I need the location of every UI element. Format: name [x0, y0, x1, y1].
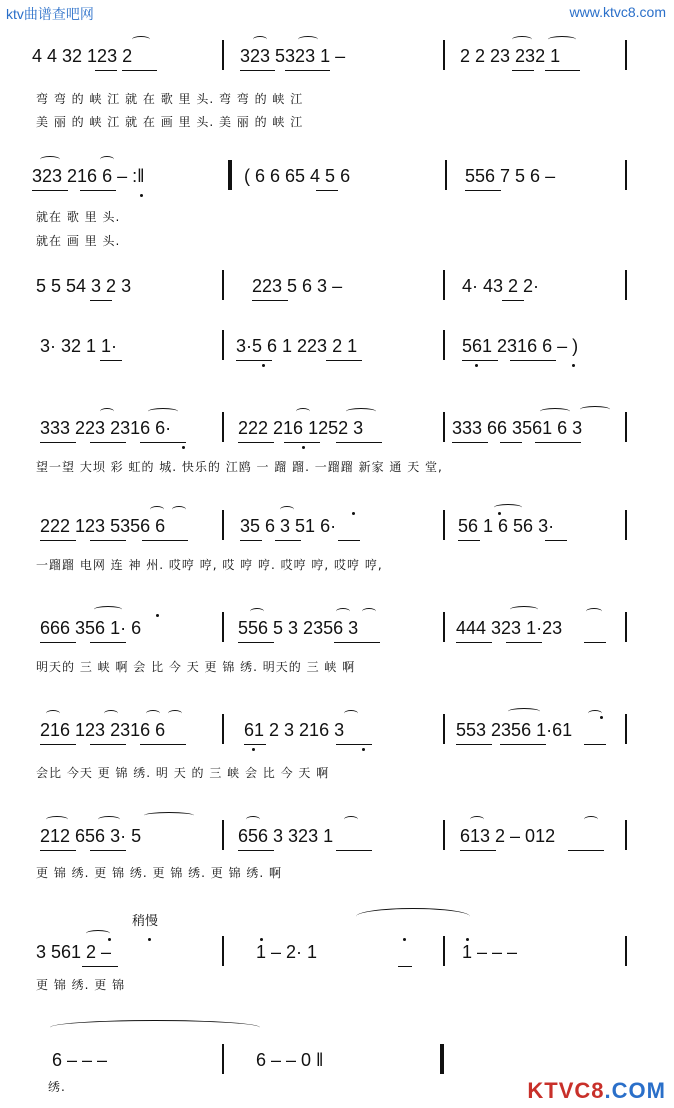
measure-2: 656 3 323 1: [238, 826, 334, 846]
high-octave-dot: [498, 512, 501, 515]
tie: [50, 1020, 260, 1035]
measure-3: 1 – – –: [462, 942, 518, 962]
slur: [146, 710, 160, 717]
underline: [456, 642, 492, 643]
slur: [168, 710, 182, 717]
system-11-notes: [0, 1044, 674, 1070]
barline: [222, 936, 224, 966]
barline: [625, 714, 627, 744]
measure-2: 6 – – 0 ‖: [256, 1050, 324, 1070]
measure-2: ( 6 6 65 4 5 6: [244, 166, 351, 186]
underline: [334, 642, 380, 643]
underline: [90, 642, 126, 643]
measure-1: 216 123 2316 6: [40, 720, 166, 740]
underline: [452, 442, 488, 443]
measure-1: 3· 32 1 1·: [40, 336, 118, 356]
slur: [362, 608, 376, 615]
underline: [90, 300, 112, 301]
lyric-line-2: 美 丽 的 峡 江 就 在 画 里 头. 美 丽 的 峡 江: [36, 115, 304, 129]
slur: [253, 36, 267, 43]
high-octave-dot: [156, 614, 159, 617]
barline: [222, 820, 224, 850]
slur: [86, 930, 110, 937]
slur: [344, 816, 358, 823]
lyric-line-1: 望一望 大坝 彩 虹的 城. 快乐的 江鸥 一 蹓 蹓. 一蹓蹓 新家 通 天 堂,: [36, 460, 443, 474]
slur: [94, 606, 122, 613]
slur: [296, 408, 310, 415]
slur: [148, 408, 178, 415]
measure-3: 613 2 – 012: [460, 826, 556, 846]
measure-1: 666 356 1· 6: [40, 618, 142, 638]
underline: [338, 540, 360, 541]
barline: [625, 510, 627, 540]
barline: [625, 160, 627, 190]
underline: [336, 744, 372, 745]
underline: [584, 744, 606, 745]
measure-2: 223 5 6 3 –: [252, 276, 343, 296]
measure-1: 5 5 54 3 2 3: [36, 276, 132, 296]
measure-1: 6 – – –: [52, 1050, 108, 1070]
high-octave-dot: [352, 512, 355, 515]
barline: [222, 330, 224, 360]
underline: [502, 300, 524, 301]
measure-1: 323 216 6 – :‖: [32, 166, 145, 186]
underline: [80, 190, 116, 191]
lyric-line-1: 一蹓蹓 电网 连 神 州. 哎哼 哼, 哎 哼 哼. 哎哼 哼, 哎哼 哼,: [36, 558, 383, 572]
underline: [40, 850, 76, 851]
watermark-top-right: www.ktvc8.com: [569, 4, 666, 20]
measure-2: 222 216 1252 3: [238, 418, 364, 438]
low-octave-dot: [140, 194, 143, 197]
barline: [222, 714, 224, 744]
underline: [285, 70, 330, 71]
underline: [326, 360, 362, 361]
measure-3: 444 323 1·23: [456, 618, 563, 638]
high-octave-dot: [600, 716, 603, 719]
measure-3: 2 2 23 232 1: [460, 46, 561, 66]
barline: [443, 40, 445, 70]
watermark-top-left: ktv曲谱查吧网: [6, 6, 94, 22]
underline: [238, 442, 274, 443]
system-1-notes: [0, 40, 674, 66]
underline: [316, 190, 338, 191]
underline: [456, 744, 492, 745]
underline: [584, 642, 606, 643]
underline: [465, 190, 501, 191]
tie: [356, 908, 470, 925]
underline: [90, 744, 126, 745]
underline: [140, 442, 186, 443]
watermark-logo-text: KTVC8: [527, 1078, 605, 1103]
slur: [46, 710, 60, 717]
underline: [458, 540, 480, 541]
underline: [240, 70, 275, 71]
barline: [443, 612, 445, 642]
slur: [580, 406, 610, 413]
slur: [46, 816, 68, 823]
measure-3: 333 66 3561 6 3: [452, 418, 583, 438]
measure-2: 61 2 3 216 3: [244, 720, 345, 740]
underline: [236, 360, 272, 361]
high-octave-dot: [403, 938, 406, 941]
underline: [510, 360, 556, 361]
lyric-line-1: 就在 歌 里 头.: [36, 210, 121, 224]
underline: [40, 442, 76, 443]
measure-3: 561 2316 6 – ): [462, 336, 579, 356]
low-octave-dot: [302, 446, 305, 449]
high-octave-dot: [466, 938, 469, 941]
measure-2: 3·5 6 1 223 2 1: [236, 336, 358, 356]
underline: [240, 540, 262, 541]
barline: [625, 820, 627, 850]
underline: [275, 540, 301, 541]
underline: [90, 850, 126, 851]
underline: [100, 360, 122, 361]
underline: [462, 360, 498, 361]
measure-2: 323 5323 1 –: [240, 46, 346, 66]
slur: [172, 506, 186, 513]
measure-1: 333 223 2316 6·: [40, 418, 172, 438]
system-5-notes: [0, 412, 674, 438]
high-octave-dot: [260, 938, 263, 941]
slur: [336, 608, 350, 615]
system-9-notes: [0, 820, 674, 846]
barline: [625, 412, 627, 442]
underline: [32, 190, 68, 191]
slur: [494, 504, 522, 511]
barline: [443, 270, 445, 300]
barline: [443, 714, 445, 744]
measure-1: 222 123 5356 6: [40, 516, 166, 536]
slur: [144, 812, 194, 819]
repeat-barline: [228, 160, 232, 190]
underline: [244, 744, 266, 745]
high-octave-dot: [148, 938, 151, 941]
slur: [104, 710, 118, 717]
system-8-notes: [0, 714, 674, 740]
watermark-bottom-right: [527, 1078, 666, 1104]
low-octave-dot: [362, 748, 365, 751]
barline: [222, 510, 224, 540]
lyric-line-1: 会比 今天 更 锦 绣. 明 天 的 三 峡 会 比 今 天 啊: [36, 766, 330, 780]
barline: [222, 412, 224, 442]
barline: [222, 612, 224, 642]
measure-2: 556 5 3 2356 3: [238, 618, 359, 638]
barline: [443, 412, 445, 442]
system-2-notes: [0, 160, 674, 186]
lyric-line-1: 更 锦 绣. 更 锦: [36, 978, 126, 992]
final-barline: [440, 1044, 444, 1074]
underline: [95, 70, 117, 71]
lyric-line-1: 弯 弯 的 峡 江 就 在 歌 里 头. 弯 弯 的 峡 江: [36, 92, 304, 106]
underline: [40, 744, 76, 745]
underline: [500, 744, 546, 745]
underline: [252, 300, 288, 301]
underline: [336, 442, 382, 443]
watermark-logo-suffix: .COM: [604, 1078, 666, 1103]
slur: [298, 36, 318, 43]
lyric-line-1: 明天的 三 峡 啊 会 比 今 天 更 锦 绣. 明天的 三 峡 啊: [36, 660, 356, 674]
barline: [443, 510, 445, 540]
lyric-line-1: 绣.: [48, 1080, 66, 1094]
slur: [586, 608, 602, 615]
lyric-line-2: 就在 画 里 头.: [36, 234, 121, 248]
slur: [346, 408, 376, 415]
slur: [100, 156, 114, 163]
slur: [344, 710, 358, 717]
slur: [540, 408, 570, 415]
barline: [625, 612, 627, 642]
underline: [398, 966, 412, 967]
underline: [90, 540, 126, 541]
lyric-line-1: 更 锦 绣. 更 锦 绣. 更 锦 绣. 更 锦 绣. 啊: [36, 866, 283, 880]
underline: [142, 540, 188, 541]
underline: [545, 70, 580, 71]
underline: [460, 850, 496, 851]
measure-3: 4· 43 2 2·: [462, 276, 540, 296]
slur: [510, 606, 538, 613]
slur: [40, 156, 60, 163]
underline: [512, 70, 534, 71]
underline: [336, 850, 372, 851]
measure-2: 1 – 2· 1: [256, 942, 318, 962]
underline: [90, 442, 126, 443]
barline: [443, 820, 445, 850]
barline: [222, 270, 224, 300]
barline: [443, 936, 445, 966]
measure-1: 212 656 3· 5: [40, 826, 142, 846]
measure-1: 3 561 2 –: [36, 942, 112, 962]
low-octave-dot: [182, 446, 185, 449]
slur: [584, 816, 598, 823]
system-7-notes: [0, 612, 674, 638]
slur: [508, 708, 540, 715]
slur: [250, 608, 264, 615]
underline: [506, 642, 542, 643]
measure-2: 35 6 3 51 6·: [240, 516, 337, 536]
system-10-notes: [0, 936, 674, 962]
underline: [238, 642, 274, 643]
barline: [625, 270, 627, 300]
low-octave-dot: [262, 364, 265, 367]
underline: [238, 850, 274, 851]
system-3-notes: [0, 270, 674, 296]
low-octave-dot: [252, 748, 255, 751]
slur: [548, 36, 576, 43]
barline: [625, 40, 627, 70]
barline: [222, 40, 224, 70]
underline: [40, 642, 76, 643]
underline: [535, 442, 581, 443]
system-6-notes: [0, 510, 674, 536]
slur: [132, 36, 150, 43]
slur: [100, 408, 114, 415]
slur: [150, 506, 164, 513]
low-octave-dot: [572, 364, 575, 367]
slur: [470, 816, 484, 823]
underline: [568, 850, 604, 851]
low-octave-dot: [475, 364, 478, 367]
slur: [280, 506, 294, 513]
measure-3: 556 7 5 6 –: [465, 166, 556, 186]
tempo-mark: 稍慢: [132, 914, 159, 929]
barline: [625, 936, 627, 966]
underline: [140, 744, 186, 745]
barline: [445, 160, 447, 190]
measure-3: 56 1 6 56 3·: [458, 516, 555, 536]
slur: [512, 36, 532, 43]
slur: [98, 816, 120, 823]
underline: [284, 442, 320, 443]
underline: [545, 540, 567, 541]
underline: [82, 966, 118, 967]
measure-3: 553 2356 1·61: [456, 720, 573, 740]
barline: [222, 1044, 224, 1074]
barline: [443, 330, 445, 360]
underline: [500, 442, 522, 443]
underline: [122, 70, 157, 71]
slur: [246, 816, 260, 823]
high-octave-dot: [108, 938, 111, 941]
underline: [40, 540, 76, 541]
measure-1: 4 4 32 123 2: [32, 46, 133, 66]
system-4-notes: [0, 330, 674, 356]
